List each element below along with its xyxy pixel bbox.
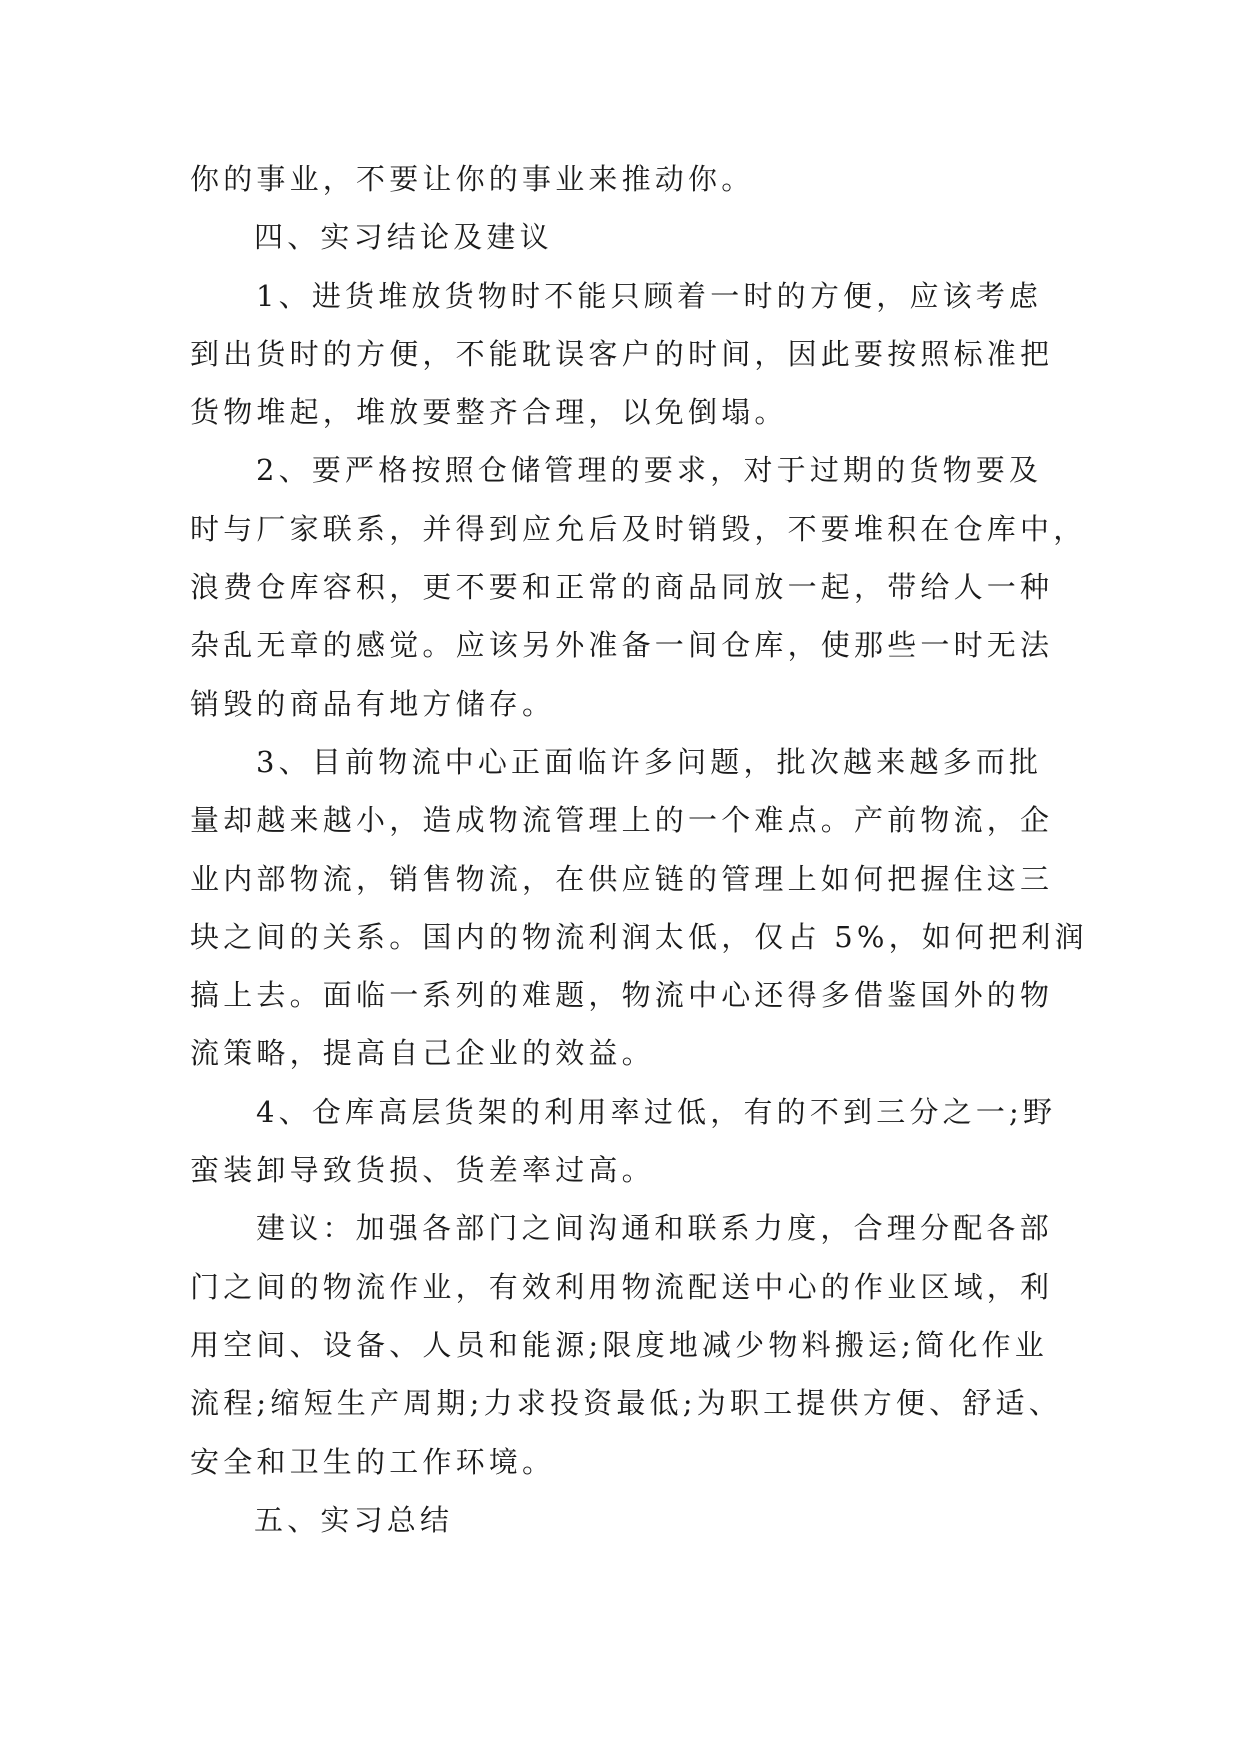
paragraph-line: 块之间的关系。国内的物流利润太低，仅占 5%，如何把利润 bbox=[190, 919, 1088, 954]
paragraph-line: 你的事业，不要让你的事业来推动你。 bbox=[190, 162, 755, 196]
paragraph-line: 门之间的物流作业，有效利用物流配送中心的作业区域，利 bbox=[190, 1269, 1054, 1304]
document-body bbox=[190, 150, 1088, 1549]
paragraph-line: 流策略，提高自己企业的效益。 bbox=[190, 1036, 655, 1071]
paragraph-line: 4、仓库高层货架的利用率过低，有的不到三分之一;野 bbox=[256, 1094, 1057, 1129]
paragraph-line: 浪费仓库容积，更不要和正常的商品同放一起，带给人一种 bbox=[190, 570, 1054, 605]
paragraph-line: 业内部物流，销售物流，在供应链的管理上如何把握住这三 bbox=[190, 861, 1054, 896]
paragraph-line: 用空间、设备、人员和能源;限度地减少物料搬运;简化作业 bbox=[190, 1327, 1048, 1362]
paragraph-line: 到出货时的方便，不能耽误客户的时间，因此要按照标准把 bbox=[190, 336, 1054, 371]
paragraph-line: 安全和卫生的工作环境。 bbox=[190, 1444, 556, 1479]
paragraph-line: 时与厂家联系，并得到应允后及时销毁，不要堆积在仓库中， bbox=[190, 511, 1087, 546]
paragraph-line: 建议：加强各部门之间沟通和联系力度，合理分配各部 bbox=[256, 1211, 1053, 1246]
paragraph-line: 蛮装卸导致货损、货差率过高。 bbox=[190, 1153, 655, 1188]
paragraph-line: 3、目前物流中心正面临许多问题，批次越来越多而批 bbox=[256, 744, 1043, 779]
section-heading-conclusions: 四、实习结论及建议 bbox=[254, 220, 553, 255]
paragraph-line: 量却越来越小，造成物流管理上的一个难点。产前物流，企 bbox=[190, 803, 1054, 838]
paragraph-line: 2、要严格按照仓储管理的要求，对于过期的货物要及 bbox=[256, 453, 1043, 488]
paragraph-line: 搞上去。面临一系列的难题，物流中心还得多借鉴国外的物 bbox=[190, 978, 1054, 1013]
paragraph-line: 杂乱无章的感觉。应该另外准备一间仓库，使那些一时无法 bbox=[190, 628, 1054, 663]
section-heading-summary: 五、实习总结 bbox=[254, 1502, 454, 1537]
paragraph-line: 1、进货堆放货物时不能只顾着一时的方便，应该考虑 bbox=[256, 278, 1043, 313]
paragraph-line: 销毁的商品有地方储存。 bbox=[190, 686, 556, 721]
paragraph-line: 流程;缩短生产周期;力求投资最低;为职工提供方便、舒适、 bbox=[190, 1386, 1062, 1421]
paragraph-line: 货物堆起，堆放要整齐合理，以免倒塌。 bbox=[190, 395, 788, 430]
